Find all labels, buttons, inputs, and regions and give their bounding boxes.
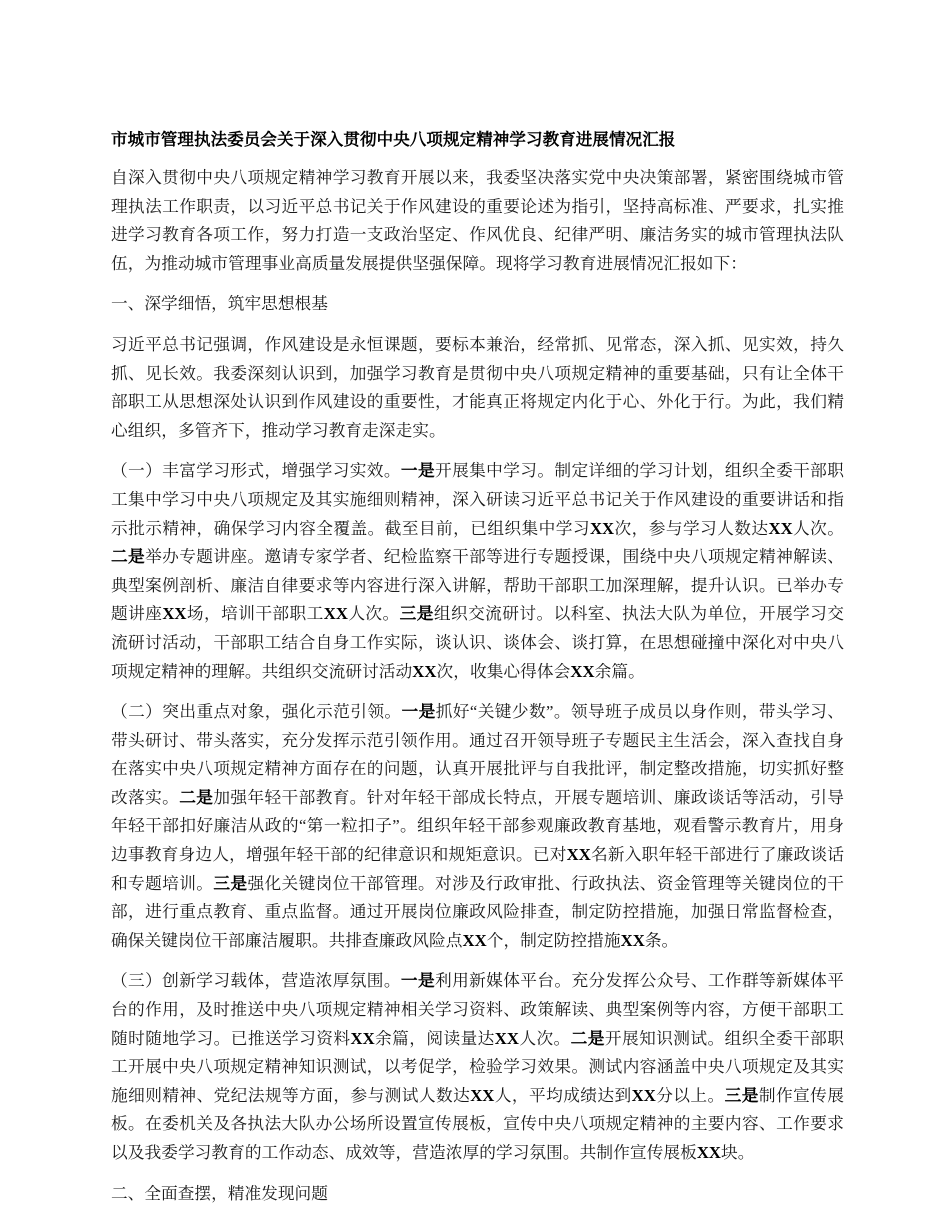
emphasis-run: XX: [570, 661, 595, 681]
emphasis-run: XX: [323, 604, 348, 624]
text-run: 开展集中学习。制定详细的学习计划，组织全委干部职工集中学习中央八项规定及其实施细则精神，深入研读习近平总书记关于作风建设的重要讲话和指示批示精神，确保学习内容全覆盖。截至目前，已组织集中学习: [111, 461, 844, 538]
emphasis-run: XX: [566, 845, 591, 865]
emphasis-run: XX: [350, 1028, 375, 1048]
body-paragraph: 自深入贯彻中央八项规定精神学习教育开展以来，我委坚决落实党中央决策部署，紧密围绕城市管理执法工作职责，以习近平总书记关于作风建设的重要论述为指引，坚持高标准、严要求，扎实推进学习教育各项工作，努力打造一支政治坚定、作风优良、纪律严明、廉洁务实的城市管理执法队伍，为推动城市管理事业高质量发展提供坚强保障。现将学习教育进展情况汇报如下：: [111, 168, 844, 273]
text-run: 加强年轻干部教育。针对年轻干部成长特点，开展专题培训、廉政谈话等活动，引导年轻干部扣好廉洁从政的“第一粒扣子”。组织年轻干部参观廉政教育基地，观看警示教育片，用身边事教育身边人，增强年轻干部的纪律意识和规矩意识。已对: [111, 787, 844, 865]
text-run: 块。: [721, 1143, 755, 1162]
body-paragraph: 习近平总书记强调，作风建设是永恒课题，要标本兼治，经常抓、见常态，深入抓、见实效，持久抓、见长效。我委深刻认识到，加强学习教育是贯彻中央八项规定精神的重要基础，只有让全体干部职工从思想深处认识到作风建设的重要性，才能真正将规定内化于心、外化于行。为此，我们精心组织，多管齐下，推动学习教育走深走实。: [111, 334, 844, 440]
text-run: 举办专题讲座。邀请专家学者、纪检监察干部等进行专题授课，围绕中央八项规定精神解读、典型案例剖析、廉洁自律要求等内容进行深入讲解，帮助干部职工加深理解，提升认识。已举办专题讲座: [111, 547, 844, 624]
emphasis-run: 二是: [179, 787, 214, 807]
text-run: 余篇。: [594, 661, 645, 681]
text-run: （二）突出重点对象，强化示范引领。: [111, 702, 402, 722]
text-run: （三）创新学习载体，营造浓厚氛围。: [111, 971, 401, 991]
emphasis-run: 一是: [400, 971, 436, 991]
document-paragraph-container: [111, 164, 844, 1208]
text-run: 场，培训干部职工: [186, 604, 324, 624]
emphasis-run: 一是: [400, 461, 436, 481]
body-paragraph: [111, 457, 844, 686]
text-run: 名新入职年轻干部进行了廉政谈话和专题培训。: [111, 845, 844, 893]
text-run: 个，制定防控措施: [486, 930, 621, 950]
emphasis-run: XX: [620, 930, 645, 950]
text-run: 抓好“关键少数”。领导班子成员以身作则，带头学习、带头研讨、带头落实，充分发挥示范引领作用。通过召开领导班子专题民主生活会，深入查找自身在落实中央八项规定精神方面存在的问题，认真开展批评与自我批评，制定整改措施，切实抓好整改落实。: [111, 702, 845, 807]
section-heading: 二、全面查摆，精准发现问题: [111, 1183, 328, 1203]
body-paragraph: [111, 698, 844, 955]
text-run: 余篇，阅读量达: [374, 1028, 495, 1048]
emphasis-run: 二是: [111, 547, 146, 567]
text-run: 人，平均成绩达到: [494, 1085, 632, 1105]
emphasis-run: XX: [768, 518, 793, 538]
emphasis-run: XX: [412, 661, 437, 681]
body-paragraph: [111, 967, 844, 1167]
emphasis-run: 三是: [213, 873, 248, 893]
emphasis-run: 三是: [399, 604, 434, 624]
text-run: 人次。: [347, 604, 400, 624]
text-run: 分以上。: [655, 1085, 725, 1105]
document-title: 市城市管理执法委员会关于深入贯彻中央八项规定精神学习教育进展情况汇报: [111, 131, 676, 149]
emphasis-run: XX: [696, 1143, 722, 1162]
text-run: 人次。: [518, 1028, 571, 1048]
text-run: 利用新媒体平台。充分发挥公众号、工作群等新媒体平台的作用，及时推送中央八项规定精神相关学习资料、政策解读、典型案例等内容，方便干部职工随时随地学习。已推送学习资料: [111, 971, 844, 1048]
text-run: 次，参与学习人数达: [614, 518, 769, 538]
document-body: [111, 126, 844, 1220]
text-run: 强化关键岗位干部管理。对涉及行政审批、行政执法、资金管理等关键岗位的干部，进行重点教育、重点监督。通过开展岗位廉政风险排查，制定防控措施，加强日常监督检查，确保关键岗位干部廉洁履职。共排查廉政风险点: [111, 873, 844, 950]
emphasis-run: 三是: [724, 1085, 759, 1105]
emphasis-run: XX: [589, 518, 615, 538]
text-run: （一）丰富学习形式，增强学习实效。: [111, 461, 401, 481]
emphasis-run: 一是: [401, 702, 436, 722]
emphasis-run: XX: [494, 1028, 519, 1048]
emphasis-run: 二是: [570, 1028, 605, 1048]
text-run: 条。: [644, 930, 679, 950]
emphasis-run: XX: [631, 1085, 656, 1105]
text-run: 组织交流研讨。以科室、执法大队为单位，开展学习交流研讨活动，干部职工结合自身工作实际，谈认识、谈体会、谈打算，在思想碰撞中深化对中央八项规定精神的理解。共组织交流研讨活动: [111, 604, 845, 681]
emphasis-run: XX: [470, 1085, 495, 1105]
emphasis-run: XX: [462, 930, 487, 950]
emphasis-run: XX: [162, 604, 187, 624]
section-heading: 一、深学细悟，筑牢思想根基: [111, 294, 328, 314]
text-run: 人次。: [792, 518, 845, 538]
text-run: 开展知识测试。组织全委干部职工开展中央八项规定精神知识测试，以考促学，检验学习效果。测试内容涵盖中央八项规定及其实施细则精神、党纪法规等方面，参与测试人数达: [111, 1028, 844, 1105]
text-run: 制作宣传展板。在委机关及各执法大队办公场所设置宣传展板，宣传中央八项规定精神的主要内容、工作要求以及我委学习教育的工作动态、成效等，营造浓厚的学习氛围。共制作宣传展板: [111, 1085, 845, 1162]
text-run: 次，收集心得体会: [436, 661, 571, 681]
